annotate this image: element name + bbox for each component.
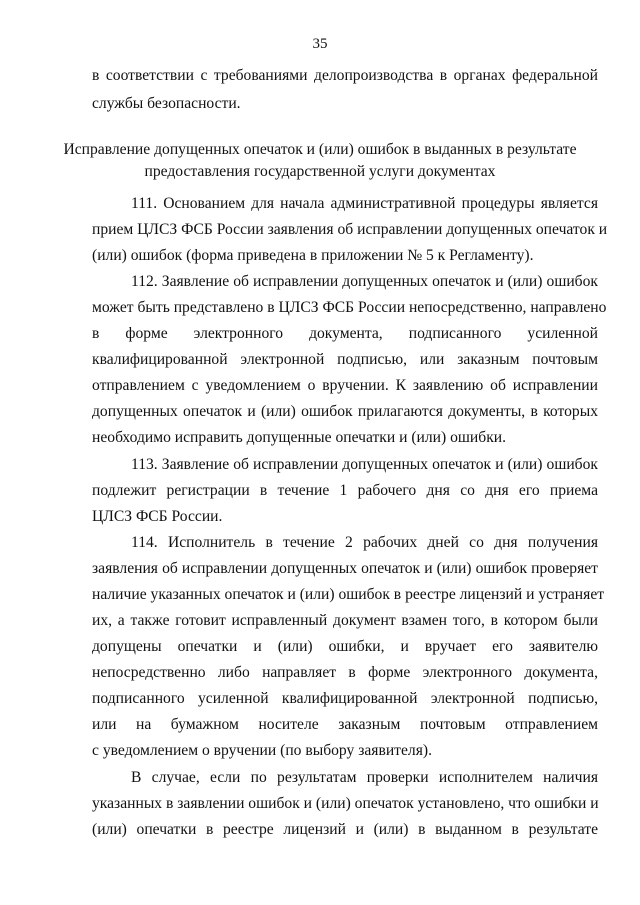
paragraph-114-line: заявления об исправлении допущенных опечаток и (или) ошибок проверяет [92, 560, 598, 577]
section-heading-line: предоставления государственной услуги документах [144, 163, 496, 180]
paragraph-112-line: может быть представлено в ЦЛСЗ ФСБ России непосредственно, направлено [92, 299, 607, 316]
paragraph-114-line: подписанного усиленной квалифицированной электронной подписью, [92, 690, 598, 707]
paragraph-112-line: в форме электронного документа, подписанного усиленной [92, 325, 598, 342]
paragraph-114-line: наличие указанных опечаток и (или) ошибок в реестре лицензий и устраняет [92, 586, 605, 603]
paragraph-114-line: 114. Исполнитель в течение 2 рабочих дней со дня получения [131, 534, 598, 551]
paragraph-112-line: 112. Заявление об исправлении допущенных опечаток и (или) ошибок [131, 273, 598, 290]
paragraph-case-line: В случае, если по результатам проверки исполнителем наличия [131, 769, 598, 786]
paragraph-113-line: 113. Заявление об исправлении допущенных опечаток и (или) ошибок [131, 456, 598, 473]
paragraph-111-line: прием ЦЛСЗ ФСБ России заявления об исправлении допущенных опечаток и [92, 221, 608, 238]
paragraph-case-line: (или) опечатки в реестре лицензий и (или) в выданном в результате [92, 821, 598, 838]
paragraph-case-line: указанных в заявлении ошибок и (или) опечаток установлено, что ошибки и [92, 795, 599, 812]
paragraph-113-line: ЦЛСЗ ФСБ России. [92, 508, 223, 525]
paragraph-112-line: необходимо исправить допущенные опечатки и (или) ошибки. [92, 429, 507, 446]
paragraph-114-line: с уведомлением о вручении (по выбору заявителя). [92, 742, 432, 759]
paragraph-114-line: непосредственно либо направляет в форме электронного документа, [92, 664, 598, 681]
intro-line: службы безопасности. [92, 95, 241, 112]
paragraph-112-line: допущенных опечаток и (или) ошибок прилагаются документы, в которых [92, 403, 598, 420]
paragraph-112-line: квалифицированной электронной подписью, или заказным почтовым [92, 351, 598, 368]
section-heading-line: Исправление допущенных опечаток и (или) ошибок в выданных в результате [63, 141, 577, 158]
intro-line: в соответствии с требованиями делопроизводства в органах федеральной [92, 67, 598, 84]
paragraph-111-line: 111. Основанием для начала административной процедуры является [131, 195, 598, 212]
paragraph-112-line: отправлением с уведомлением о вручении. К заявлению об исправлении [92, 377, 598, 394]
paragraph-114-line: или на бумажном носителе заказным почтовым отправлением [92, 716, 598, 733]
paragraph-111-line: (или) ошибок (форма приведена в приложении № 5 к Регламенту). [92, 247, 534, 264]
paragraph-113-line: подлежит регистрации в течение 1 рабочего дня со дня его приема [92, 482, 598, 499]
paragraph-114-line: их, а также готовит исправленный документ взамен того, в котором были [92, 612, 598, 629]
paragraph-114-line: допущены опечатки и (или) ошибки, и вручает его заявителю [92, 638, 598, 655]
page-number: 35 [312, 36, 328, 52]
